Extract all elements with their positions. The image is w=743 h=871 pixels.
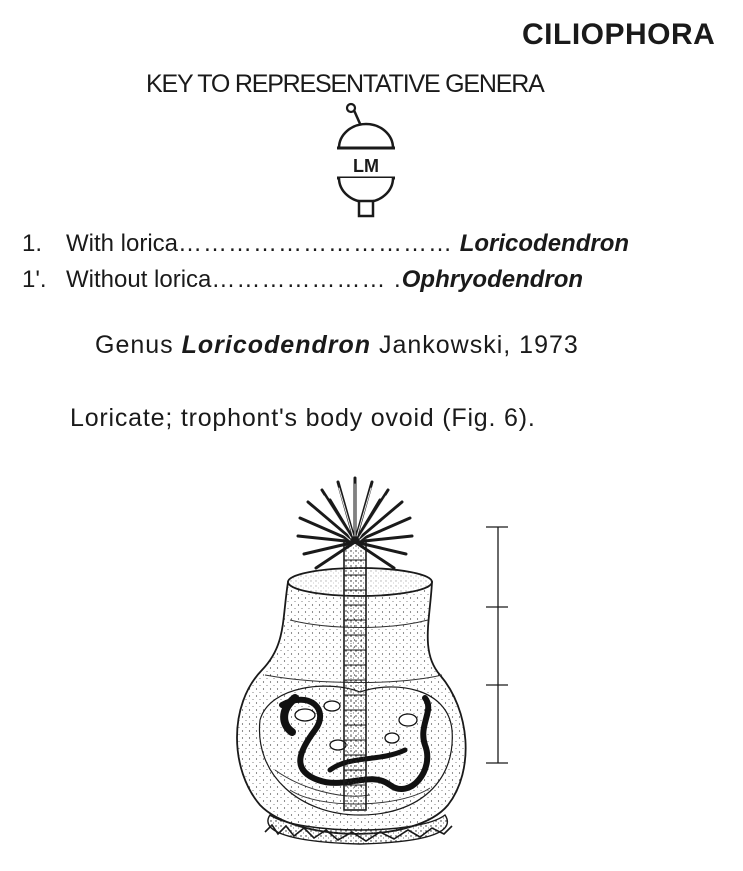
key-item-leader: …………………………… (178, 230, 454, 257)
stalk (344, 540, 366, 810)
lm-label: LM (353, 156, 379, 176)
key-title: KEY TO REPRESENTATIVE GENERA (146, 70, 544, 98)
genus-heading (95, 331, 579, 360)
key-item-number: 1. (22, 230, 43, 257)
page-title: CILIOPHORA (522, 18, 716, 51)
key-item-number: 1'. (22, 266, 47, 293)
key-item-leader: ………………… . (211, 266, 402, 293)
key-item-text: Without lorica (66, 266, 212, 293)
key-item (22, 266, 702, 300)
genus-description: Loricate; trophont's body ovoid (Fig. 6). (70, 404, 536, 432)
scale-bar (486, 527, 508, 763)
loricodendron-illustration (220, 470, 520, 865)
genus-prefix: Genus (95, 331, 174, 359)
genus-name: Loricodendron (181, 331, 372, 359)
genus-authority: Jankowski, 1973 (378, 331, 579, 359)
key-item-genus: Loricodendron (459, 230, 630, 257)
light-microscope-icon (333, 102, 399, 222)
key-item (22, 230, 702, 264)
key-item-genus: Ophryodendron (401, 266, 584, 293)
key-item-text: With lorica (66, 230, 179, 257)
